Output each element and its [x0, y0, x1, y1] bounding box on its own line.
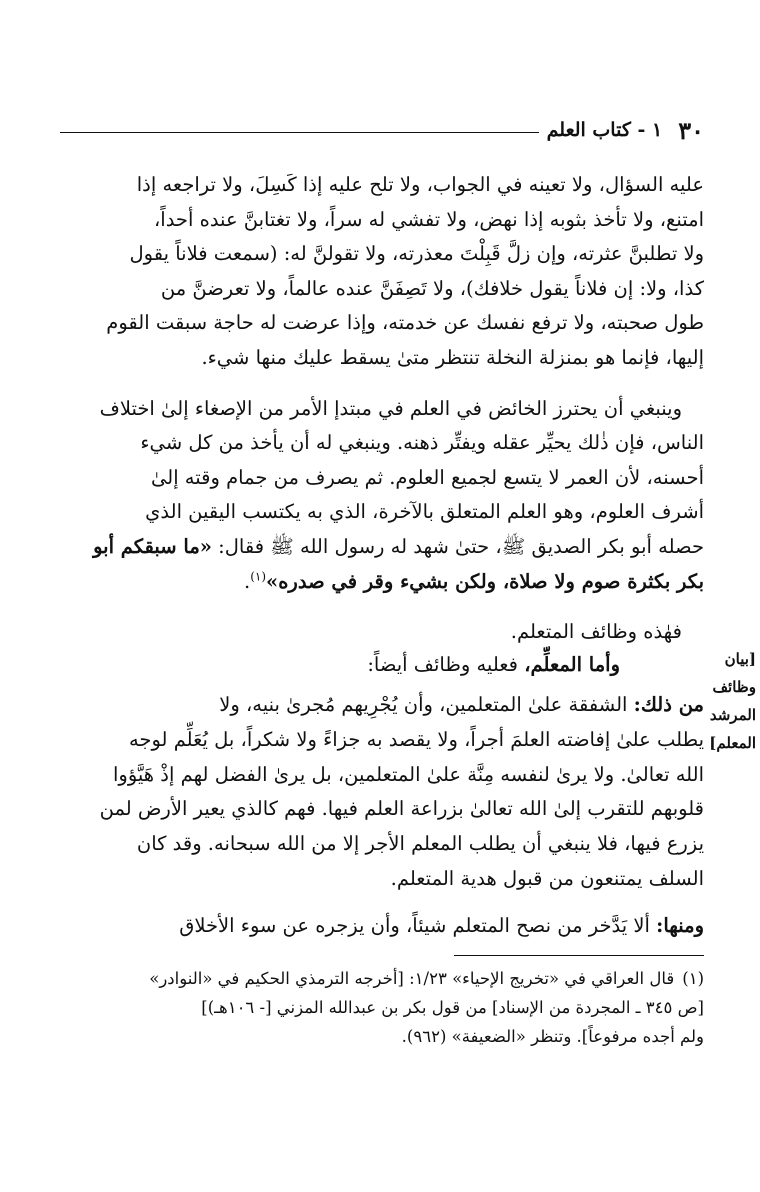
lead-label: من ذلك:	[633, 693, 704, 716]
text-line: السلف يمتنعون من قبول هدية المتعلم.	[390, 866, 704, 890]
text-line: بكر بكثرة صوم ولا صلاة، ولكن بشيء وقر في صدره»$^{(١)}$.	[244, 569, 704, 593]
text-line: يزرع فيها، فلا ينبغي أن يطلب المعلم الأجر إلا من الله سبحانه. وقد كان	[136, 832, 704, 856]
text-line: ولا تطلبنَّ عثرته، وإن زلَّ قَبِلْتَ معذرته، ولا تقولنَّ له: (سمعت فلاناً يقول	[129, 242, 704, 266]
page-number: ٣٠	[678, 115, 704, 145]
paragraph-avoid-disputes	[66, 392, 704, 600]
lead-label: ومنها:	[656, 913, 704, 937]
header-rule	[60, 132, 539, 133]
paragraph-summary	[66, 615, 704, 650]
hadith-quote-end: بكر بكثرة صوم ولا صلاة، ولكن بشيء وقر في صدره»	[266, 569, 704, 593]
text-line: الله تعالىٰ. ولا يرىٰ لنفسه مِنَّة علىٰ المتعلمين، بل يرىٰ الفضل لهم إذْ هَيَّؤوا	[113, 762, 704, 786]
footnote-reference[interactable]: (١)	[250, 569, 267, 584]
text-line: امتنع، ولا تأخذ بثوبه إذا نهض، ولا تفشي له سراً، ولا تغتابنَّ عنده أحداً،	[153, 207, 704, 231]
teacher-intro	[120, 648, 620, 682]
footnote-line	[66, 964, 704, 993]
text-line: فهٰذه وظائف المتعلم.	[510, 620, 682, 644]
chapter-title: ١ - كتاب العلم	[546, 119, 663, 141]
text-line: قلوبهم للتقرب إلىٰ الله تعالىٰ بزراعة العلم فيها. فهم كالذي يعير الأرض لمن	[99, 797, 704, 821]
text-line	[66, 688, 704, 723]
teacher-intro-text: فعليه وظائف أيضاً:	[367, 653, 525, 676]
text-line: كذا، ولا: إن فلاناً يقول خلافك)، ولا تَصِفَنَّ عنده عالماً، ولا تعرضنَّ من	[160, 276, 704, 300]
text-line: وينبغي أن يحترز الخائض في العلم في مبتدإ الأمر من الإصغاء إلىٰ اختلاف	[99, 396, 682, 420]
margin-heading-line: المرشد المعلم]	[709, 706, 756, 752]
main-text	[66, 168, 704, 666]
text-run: حصله أبو بكر الصديق ﷺ، حتىٰ شهد له رسول الله ﷺ فقال:	[211, 534, 704, 558]
text-line	[66, 530, 704, 565]
footnote-number: (١)	[682, 969, 704, 988]
text-line: أشرف العلوم، وهو العلم المتعلق بالآخرة، الذي به يكتسب اليقين الذي	[145, 500, 704, 524]
footnote-text: قال العراقي في «تخريج الإحياء» ١/٢٣: [أخرجه الترمذي الحكيم في «النوادر»	[149, 969, 675, 988]
text-line	[66, 909, 704, 944]
text-line: عليه السؤال، ولا تعينه في الجواب، ولا تلح عليه إذا كَسِلَ، ولا تراجعه إذا	[136, 173, 704, 196]
text-line: إليها، فإنما هو بمنزلة النخلة تنتظر متىٰ يسقط عليك منها شيء.	[201, 345, 704, 369]
footnote-line: ولم أجده مرفوعاً]. وتنظر «الضعيفة» (٩٦٢).	[401, 1027, 704, 1046]
teacher-duties	[66, 688, 704, 944]
text-line: الناس، فإن ذٰلك يحيِّر عقله ويفتِّر ذهنه. وينبغي له أن يأخذ من كل شيء	[140, 431, 704, 455]
footnote-line: [ص ٣٤٥ ـ المجردة من الإسناد] من قول بكر بن عبدالله المزني [- ١٠٦هـ)]	[201, 998, 704, 1017]
running-header	[60, 113, 704, 147]
text-run: ألا يَدَّخر من نصح المتعلم شيئاً، وأن يزجره عن سوء الأخلاق	[179, 913, 657, 937]
paragraph-student-etiquette	[66, 168, 704, 376]
footnotes	[66, 964, 704, 1051]
text-run: الشفقة علىٰ المتعلمين، وأن يُجْرِيهم مُجرىٰ بنيه، ولا	[219, 693, 634, 716]
text-line: أحسنه، لأن العمر لا يتسع لجميع العلوم. ثم يصرف من جمام وقته إلىٰ	[151, 465, 704, 489]
paragraph-advice	[66, 909, 704, 944]
paragraph-compassion	[66, 688, 704, 897]
text-line: طول صحبته، ولا ترفع نفسك عن خدمته، وإذا عرضت له حاجة سبقت القوم	[106, 311, 704, 335]
hadith-quote-start: «ما سبقكم أبو	[93, 534, 212, 558]
teacher-intro-heading: وأما المعلِّم،	[524, 653, 620, 676]
margin-heading-line: [بيان وظائف	[712, 650, 756, 696]
footnote-divider	[454, 955, 704, 956]
text-line: يطلب علىٰ إفاضته العلمَ أجراً، ولا يقصد به جزاءً ولا شكراً، بل يُعَلِّم لوجه	[128, 727, 704, 751]
